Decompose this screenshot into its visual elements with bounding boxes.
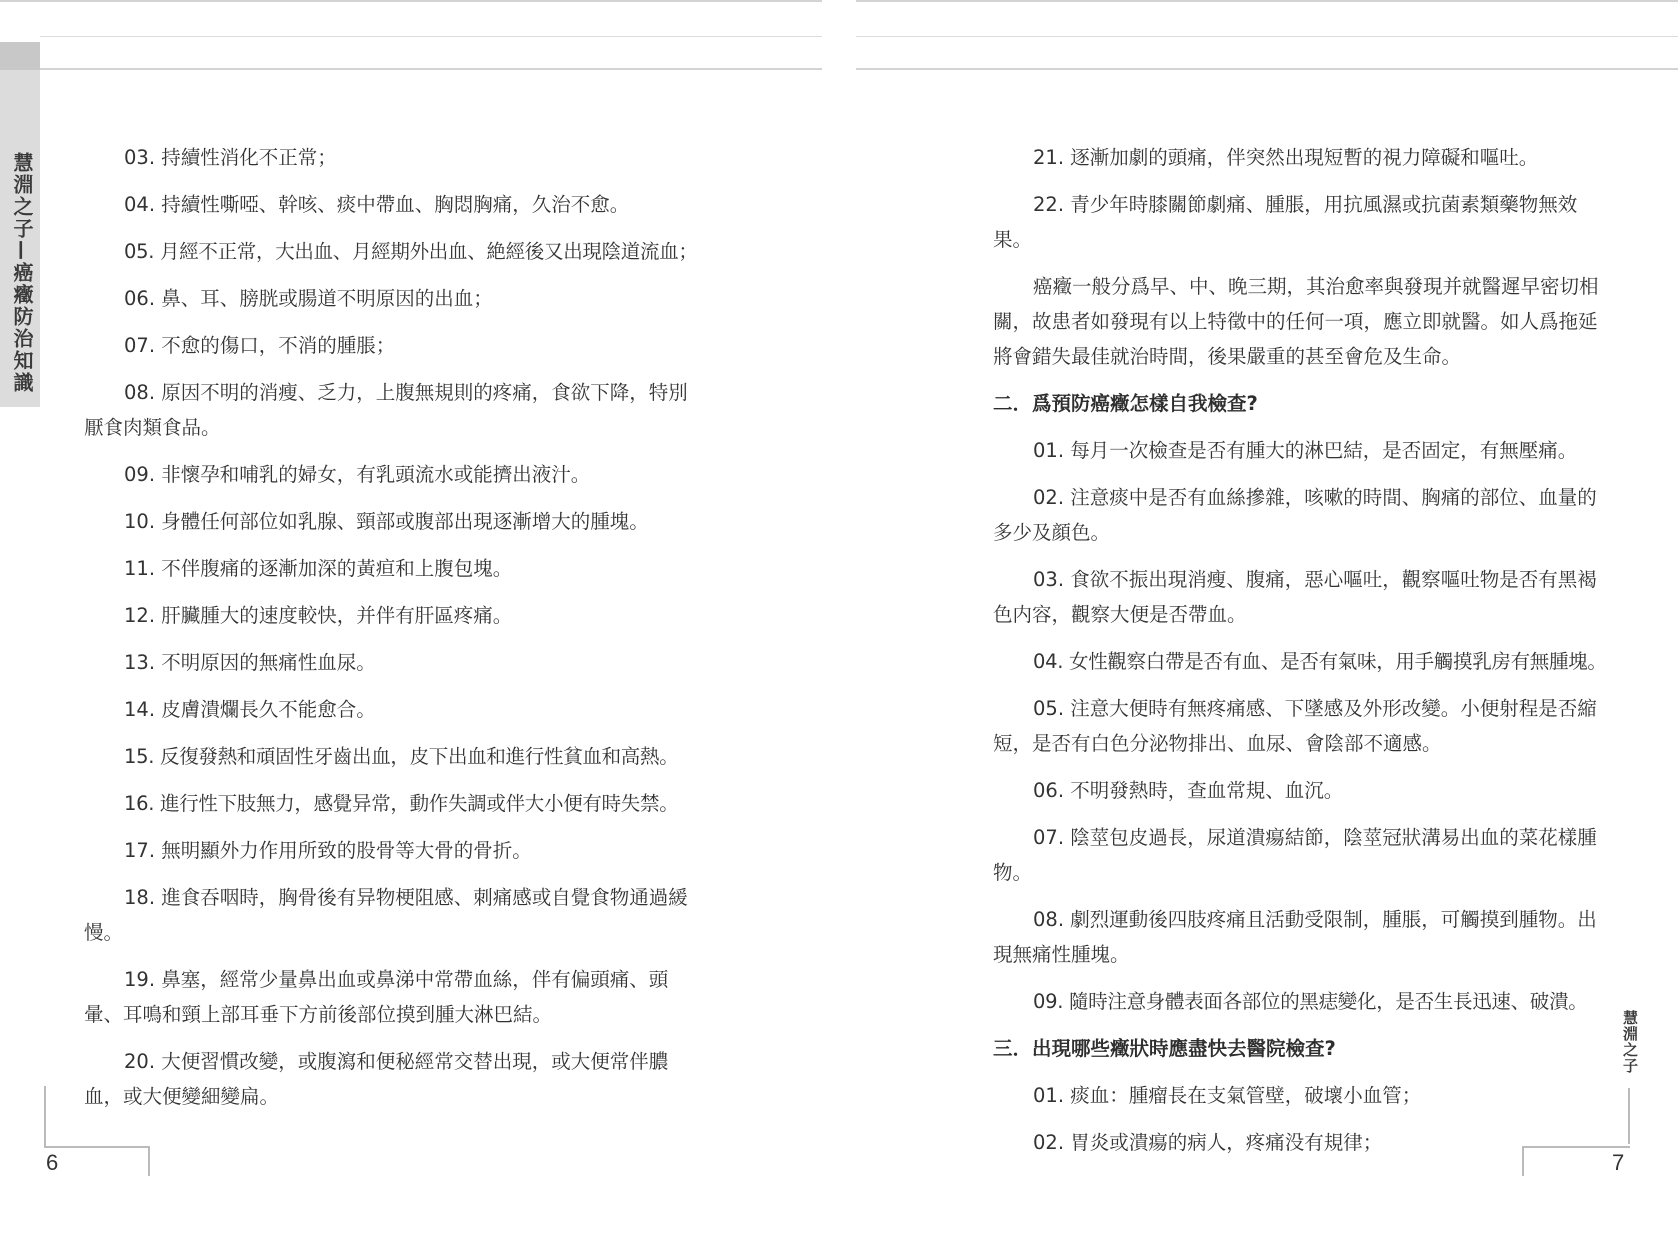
list-item: 15. 反復發熱和頑固性牙齒出血，皮下出血和進行性貧血和高熱。 [124,745,679,768]
list-item: 06. 不明發熱時，查血常規、血沉。 [1033,779,1344,802]
list-item: 02. 注意痰中是否有血絲摻雜，咳嗽的時間、胸痛的部位、血量的多少及顔色。 [993,486,1597,544]
right-page-body [993,140,1605,1172]
list-item: 08. 劇烈運動後四肢疼痛且活動受限制，腫脹，可觸摸到腫物。出現無痛性腫塊。 [993,908,1597,966]
header-rule-left-bottom [40,68,822,70]
section-heading: 二．爲預防癌癥怎樣自我檢查? [993,392,1258,415]
left-page-body [84,140,699,1126]
list-item: 12. 肝臟腫大的速度較快，并伴有肝區疼痛。 [124,604,513,627]
list-item: 21. 逐漸加劇的頭痛，伴突然出現短暫的視力障礙和嘔吐。 [1033,146,1539,169]
right-running-title: 慧淵之子 [1621,1010,1639,1074]
left-footer-vline-inner [148,1146,150,1176]
list-item: 19. 鼻塞，經常少量鼻出血或鼻涕中常帶血絲，伴有偏頭痛、頭暈、耳鳴和頸上部耳垂下方前後部位摸到腫大淋巴結。 [84,968,669,1026]
list-item: 02. 胃炎或潰瘍的病人，疼痛没有規律； [1033,1131,1383,1154]
list-item: 01. 每月一次檢查是否有腫大的淋巴結，是否固定，有無壓痛。 [1033,439,1578,462]
list-item: 03. 食欲不振出現消瘦、腹痛，惡心嘔吐，觀察嘔吐物是否有黑褐色内容，觀察大便是否帶血。 [993,568,1597,626]
list-item: 09. 隨時注意身體表面各部位的黑痣變化，是否生長迅速、破潰。 [1033,990,1588,1013]
page-number-left: 6 [46,1150,59,1175]
book-title-vertical: 慧淵之子—癌癥防治知識 [10,152,34,394]
list-item: 17. 無明顯外力作用所致的股骨等大骨的骨折。 [124,839,532,862]
list-item: 03. 持續性消化不正常； [124,146,337,169]
list-item: 04. 女性觀察白帶是否有血、是否有氣味，用手觸摸乳房有無腫塊。 [1033,650,1607,673]
left-footer-hline [44,1146,150,1148]
paragraph: 癌癥一般分爲早、中、晚三期，其治愈率與發現并就醫遲早密切相關，故患者如發現有以上特徵中的任何一項，應立即就醫。如人爲拖延將會錯失最佳就治時間，後果嚴重的甚至會危及生命。 [993,275,1599,368]
list-item: 20. 大便習慣改變，或腹瀉和便秘經常交替出現，或大便常伴膿血，或大便變細變扁。 [84,1050,669,1108]
header-rule-right-bottom [856,68,1678,70]
list-item: 08. 原因不明的消瘦、乏力，上腹無規則的疼痛，食欲下降，特別厭食肉類食品。 [84,381,688,439]
list-item: 10. 身體任何部位如乳腺、頸部或腹部出現逐漸增大的腫塊。 [124,510,649,533]
list-item: 04. 持續性嘶啞、幹咳、痰中帶血、胸悶胸痛，久治不愈。 [124,193,630,216]
right-footer-vline-inner [1522,1146,1524,1176]
list-item: 07. 陰莖包皮過長，尿道潰瘍結節，陰莖冠狀溝易出血的菜花樣腫物。 [993,826,1597,884]
header-rule-left-top [0,0,822,2]
section-heading: 三．出現哪些癥狀時應盡快去醫院檢查? [993,1037,1336,1060]
list-item: 05. 注意大便時有無疼痛感、下墜感及外形改變。小便射程是否縮短，是否有白色分泌物排出、血尿、會陰部不適感。 [993,697,1597,755]
header-rule-right-top [856,0,1678,2]
list-item: 22. 青少年時膝關節劇痛、腫脹，用抗風濕或抗菌素類藥物無效果。 [993,193,1578,251]
page-number-right: 7 [1612,1150,1625,1175]
list-item: 09. 非懷孕和哺乳的婦女，有乳頭流水或能擠出液汁。 [124,463,591,486]
list-item: 16. 進行性下肢無力，感覺异常，動作失調或伴大小便有時失禁。 [124,792,679,815]
left-footer-vline-outer [44,1086,46,1146]
list-item: 05. 月經不正常，大出血、月經期外出血、絶經後又出現陰道流血； [124,240,698,263]
list-item: 14. 皮膚潰爛長久不能愈合。 [124,698,376,721]
right-footer-hline [1522,1146,1630,1148]
list-item: 13. 不明原因的無痛性血尿。 [124,651,376,674]
spine-tab [0,42,40,70]
header-rule-left-mid [40,36,822,37]
header-rule-right-mid [856,36,1678,37]
list-item: 11. 不伴腹痛的逐漸加深的黃疸和上腹包塊。 [124,557,513,580]
list-item: 06. 鼻、耳、膀胱或腸道不明原因的出血； [124,287,493,310]
list-item: 18. 進食吞咽時，胸骨後有异物梗阻感、刺痛感或自覺食物通過緩慢。 [84,886,688,944]
list-item: 07. 不愈的傷口，不消的腫脹； [124,334,396,357]
right-title-vline [1628,1088,1630,1144]
list-item: 01. 痰血：腫瘤長在支氣管壁，破壞小血管； [1033,1084,1422,1107]
